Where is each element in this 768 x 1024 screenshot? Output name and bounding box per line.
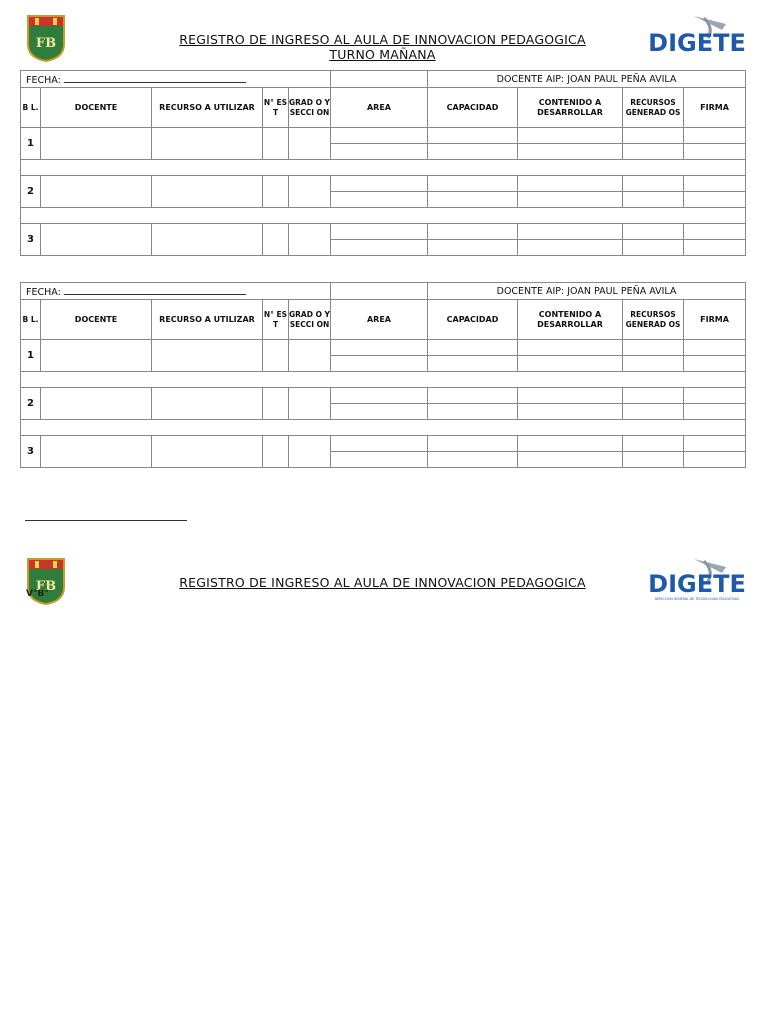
contenido-cell[interactable] (518, 356, 623, 372)
school-crest-logo (26, 14, 66, 62)
digete-logo (644, 14, 750, 60)
grado-cell[interactable] (289, 176, 331, 208)
area-cell[interactable] (331, 128, 428, 144)
col-header-recursos-generados: RECURSOS GENERAD OS (623, 88, 684, 128)
fecha-field[interactable] (21, 71, 331, 88)
area-cell[interactable] (331, 436, 428, 452)
recursos-cell[interactable] (623, 176, 684, 192)
digete-wordmark: DIGETE (648, 570, 746, 598)
col-header-area: AREA (331, 300, 428, 340)
contenido-cell[interactable] (518, 224, 623, 240)
row-separator (21, 208, 746, 224)
row-number: 3 (21, 436, 41, 468)
row-number: 1 (21, 340, 41, 372)
row-number: 2 (21, 176, 41, 208)
contenido-cell[interactable] (518, 192, 623, 208)
contenido-cell[interactable] (518, 436, 623, 452)
docente-cell[interactable] (41, 388, 152, 420)
recursos-cell[interactable] (623, 356, 684, 372)
area-cell[interactable] (331, 356, 428, 372)
col-header-firma: FIRMA (684, 300, 746, 340)
capacidad-cell[interactable] (428, 404, 518, 420)
row-number: 1 (21, 128, 41, 160)
col-header-recurso: RECURSO A UTILIZAR (152, 88, 263, 128)
recurso-cell[interactable] (152, 436, 263, 468)
recursos-cell[interactable] (623, 240, 684, 256)
docente-cell[interactable] (41, 340, 152, 372)
area-cell[interactable] (331, 176, 428, 192)
recursos-cell[interactable] (623, 436, 684, 452)
col-header-nest: N° ES T (263, 300, 289, 340)
col-header-grado: GRAD O Y SECCI ON (289, 88, 331, 128)
row-separator (21, 372, 746, 388)
recurso-cell[interactable] (152, 128, 263, 160)
fecha-blank-line (64, 285, 246, 295)
docente-cell[interactable] (41, 436, 152, 468)
grado-cell[interactable] (289, 388, 331, 420)
area-cell[interactable] (331, 404, 428, 420)
fecha-label: FECHA: (26, 286, 61, 298)
fecha-blank-line (64, 73, 246, 83)
row-separator (21, 420, 746, 436)
digete-wordmark: DIGETE (648, 29, 746, 57)
capacidad-cell[interactable] (428, 340, 518, 356)
firma-cell[interactable] (684, 340, 746, 356)
col-header-recursos-generados: RECURSOS GENERAD OS (623, 300, 684, 340)
page-title (130, 32, 635, 62)
firma-cell[interactable] (684, 452, 746, 468)
firma-cell[interactable] (684, 224, 746, 240)
title-line-2: TURNO MAÑANA (329, 47, 436, 62)
area-cell[interactable] (331, 452, 428, 468)
capacidad-cell[interactable] (428, 356, 518, 372)
nest-cell[interactable] (263, 436, 289, 468)
recursos-cell[interactable] (623, 340, 684, 356)
col-header-capacidad: CAPACIDAD (428, 300, 518, 340)
area-cell[interactable] (331, 240, 428, 256)
recursos-cell[interactable] (623, 144, 684, 160)
firma-cell[interactable] (684, 192, 746, 208)
firma-cell[interactable] (684, 356, 746, 372)
row-separator (21, 160, 746, 176)
col-header-grado: GRAD O Y SECCI ON (289, 300, 331, 340)
contenido-cell[interactable] (518, 404, 623, 420)
col-header-docente: DOCENTE (41, 300, 152, 340)
blank-cell (331, 283, 428, 300)
col-header-docente: DOCENTE (41, 88, 152, 128)
signature-line[interactable] (25, 520, 187, 521)
recursos-cell[interactable] (623, 388, 684, 404)
recursos-cell[interactable] (623, 224, 684, 240)
nest-cell[interactable] (263, 224, 289, 256)
firma-cell[interactable] (684, 436, 746, 452)
blank-cell (331, 71, 428, 88)
recurso-cell[interactable] (152, 340, 263, 372)
area-cell[interactable] (331, 192, 428, 208)
crest-letters: FB (35, 579, 57, 594)
digete-logo-2 (644, 557, 750, 603)
col-header-contenido: CONTENIDO A DESARROLLAR (518, 300, 623, 340)
nest-cell[interactable] (263, 176, 289, 208)
col-header-capacidad: CAPACIDAD (428, 88, 518, 128)
contenido-cell[interactable] (518, 340, 623, 356)
capacidad-cell[interactable] (428, 128, 518, 144)
recurso-cell[interactable] (152, 224, 263, 256)
col-header-firma: FIRMA (684, 88, 746, 128)
capacidad-cell[interactable] (428, 240, 518, 256)
col-header-nest: N° ES T (263, 88, 289, 128)
nest-cell[interactable] (263, 340, 289, 372)
capacidad-cell[interactable] (428, 436, 518, 452)
firma-cell[interactable] (684, 176, 746, 192)
contenido-cell[interactable] (518, 176, 623, 192)
nest-cell[interactable] (263, 128, 289, 160)
digete-subtitle: DIRECCIÓN GENERAL DE TECNOLOGÍAS EDUCATIVAS (654, 597, 740, 601)
recursos-cell[interactable] (623, 404, 684, 420)
col-header-recurso: RECURSO A UTILIZAR (152, 300, 263, 340)
registration-table-2 (20, 282, 746, 468)
contenido-cell[interactable] (518, 144, 623, 160)
recursos-cell[interactable] (623, 192, 684, 208)
docente-cell[interactable] (41, 224, 152, 256)
docente-cell[interactable] (41, 176, 152, 208)
recursos-cell[interactable] (623, 452, 684, 468)
recursos-cell[interactable] (623, 128, 684, 144)
firma-cell[interactable] (684, 240, 746, 256)
col-header-bl: B L. (21, 300, 41, 340)
docente-aip: DOCENTE AIP: JOAN PAUL PEÑA AVILA (428, 283, 746, 300)
capacidad-cell[interactable] (428, 176, 518, 192)
docente-aip: DOCENTE AIP: JOAN PAUL PEÑA AVILA (428, 71, 746, 88)
vb-stamp: V°B° (26, 589, 49, 599)
registration-table-1 (20, 70, 746, 256)
contenido-cell[interactable] (518, 128, 623, 144)
recurso-cell[interactable] (152, 176, 263, 208)
title-line-1: REGISTRO DE INGRESO AL AULA DE INNOVACION PEDAGOGICA (179, 32, 586, 47)
grado-cell[interactable] (289, 340, 331, 372)
docente-cell[interactable] (41, 128, 152, 160)
area-cell[interactable] (331, 340, 428, 356)
grado-cell[interactable] (289, 224, 331, 256)
area-cell[interactable] (331, 144, 428, 160)
contenido-cell[interactable] (518, 240, 623, 256)
capacidad-cell[interactable] (428, 224, 518, 240)
capacidad-cell[interactable] (428, 452, 518, 468)
firma-cell[interactable] (684, 144, 746, 160)
capacidad-cell[interactable] (428, 388, 518, 404)
firma-cell[interactable] (684, 404, 746, 420)
grado-cell[interactable] (289, 436, 331, 468)
crest-letters: FB (35, 36, 57, 51)
row-number: 2 (21, 388, 41, 420)
row-number: 3 (21, 224, 41, 256)
grado-cell[interactable] (289, 128, 331, 160)
capacidad-cell[interactable] (428, 192, 518, 208)
fecha-field[interactable] (21, 283, 331, 300)
capacidad-cell[interactable] (428, 144, 518, 160)
recurso-cell[interactable] (152, 388, 263, 420)
col-header-contenido: CONTENIDO A DESARROLLAR (518, 88, 623, 128)
col-header-area: AREA (331, 88, 428, 128)
col-header-bl: B L. (21, 88, 41, 128)
contenido-cell[interactable] (518, 452, 623, 468)
fecha-label: FECHA: (26, 74, 61, 86)
firma-cell[interactable] (684, 128, 746, 144)
contenido-cell[interactable] (518, 388, 623, 404)
area-cell[interactable] (331, 388, 428, 404)
page-title-2: REGISTRO DE INGRESO AL AULA DE INNOVACION PEDAGOGICA (179, 575, 586, 590)
area-cell[interactable] (331, 224, 428, 240)
firma-cell[interactable] (684, 388, 746, 404)
nest-cell[interactable] (263, 388, 289, 420)
